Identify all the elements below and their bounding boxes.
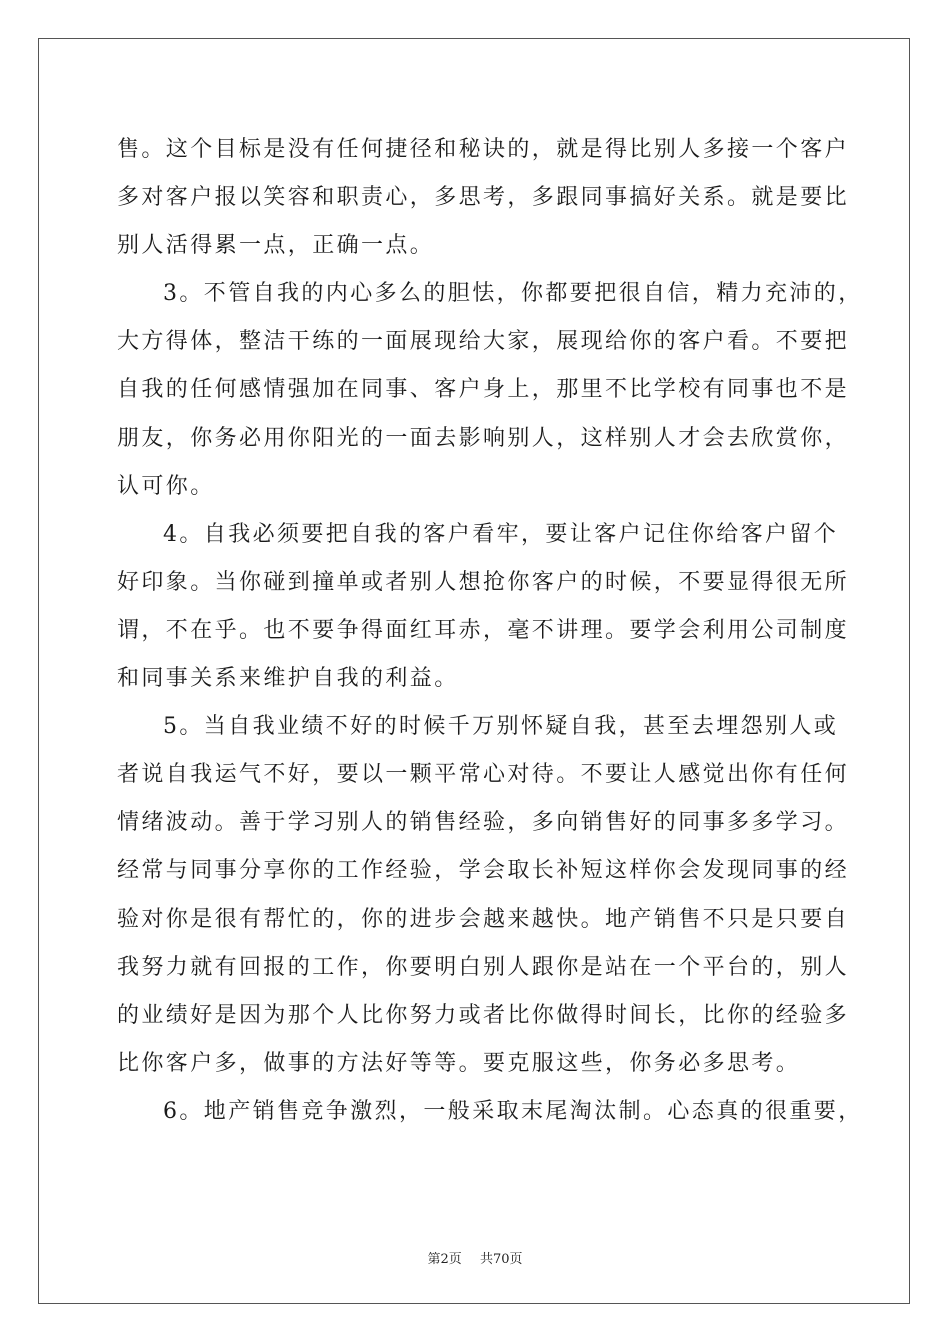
text-line: 验对你是很有帮忙的，你的进步会越来越快。地产销售不只是只要自 (117, 906, 850, 932)
text-line: 比你客户多，做事的方法好等等。要克服这些，你务必多思考。 (117, 1050, 801, 1076)
text-line: 5。当自我业绩不好的时候千万别怀疑自我，甚至去埋怨别人或 (163, 714, 839, 740)
text-line: 4。自我必须要把自我的客户看牢，要让客户记住你给客户留个 (163, 521, 839, 547)
text-line: 和同事关系来维护自我的利益。 (117, 666, 459, 692)
text-line: 朋友，你务必用你阳光的一面去影响别人，这样别人才会去欣赏你， (117, 425, 850, 451)
document-body (117, 126, 863, 1136)
page-footer (0, 1248, 950, 1267)
total-pages: 共70页 (479, 1252, 523, 1267)
text-line: 售。这个目标是没有任何捷径和秘诀的，就是得比别人多接一个客户 (117, 137, 850, 162)
text-line: 的业绩好是因为那个人比你努力或者比你做得时间长，比你的经验多 (117, 1002, 850, 1028)
text-line: 多对客户报以笑容和职责心，多思考，多跟同事搞好关系。就是要比 (117, 185, 850, 211)
text-line: 情绪波动。善于学习别人的销售经验，多向销售好的同事多多学习。 (117, 810, 850, 836)
text-line: 者说自我运气不好，要以一颗平常心对待。不要让人感觉出你有任何 (117, 762, 850, 788)
text-line: 我努力就有回报的工作，你要明白别人跟你是站在一个平台的，别人 (117, 954, 850, 980)
text-line: 谓，不在乎。也不要争得面红耳赤，毫不讲理。要学会利用公司制度 (117, 617, 850, 643)
page-number: 第2页 (427, 1252, 462, 1267)
text-line: 别人活得累一点，正确一点。 (117, 233, 435, 259)
text-line: 自我的任何感情强加在同事、客户身上，那里不比学校有同事也不是 (117, 377, 850, 403)
text-line: 6。地产销售竞争激烈，一般采取末尾淘汰制。心态真的很重要， (163, 1098, 863, 1124)
text-line: 认可你。 (117, 473, 215, 499)
text-line: 3。不管自我的内心多么的胆怯，你都要把很自信，精力充沛的， (163, 281, 863, 307)
text-line: 大方得体，整洁干练的一面展现给大家，展现给你的客户看。不要把 (117, 329, 850, 355)
text-line: 好印象。当你碰到撞单或者别人想抢你客户的时候，不要显得很无所 (117, 569, 850, 595)
text-line: 经常与同事分享你的工作经验，学会取长补短这样你会发现同事的经 (117, 858, 850, 884)
